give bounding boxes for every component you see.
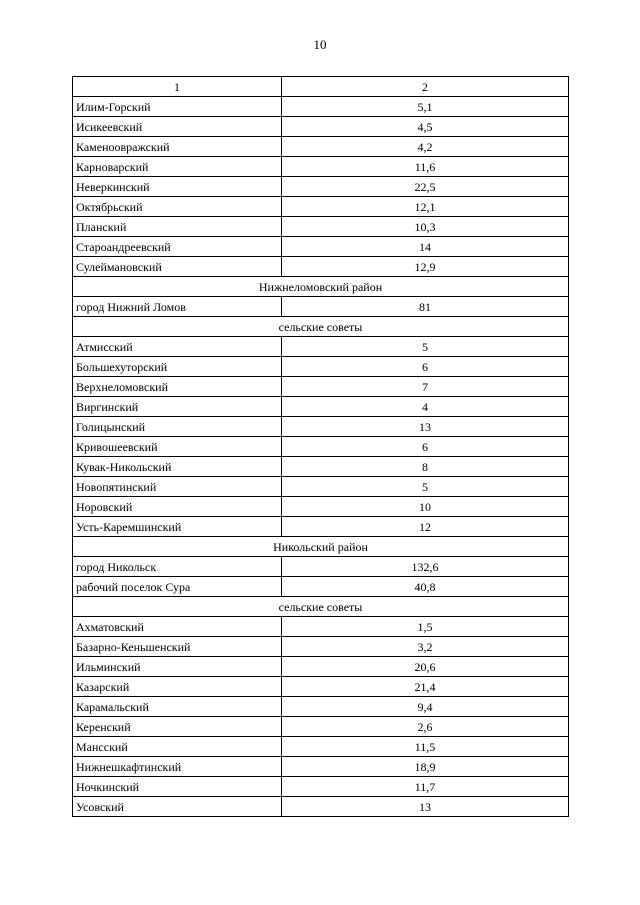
table-row — [73, 737, 569, 757]
settlement-value: 12,1 — [282, 197, 569, 217]
table-row — [73, 237, 569, 257]
settlement-name: Исикеевский — [73, 117, 282, 137]
settlement-name: Нижнешкафтинский — [73, 757, 282, 777]
settlement-value: 4,2 — [282, 137, 569, 157]
settlement-name: Казарский — [73, 677, 282, 697]
settlement-name: Неверкинский — [73, 177, 282, 197]
settlement-value: 9,4 — [282, 697, 569, 717]
section-title: Нижнеломовский район — [73, 277, 569, 297]
settlement-value: 5 — [282, 477, 569, 497]
settlement-value: 5 — [282, 337, 569, 357]
table-row — [73, 157, 569, 177]
settlement-value: 4 — [282, 397, 569, 417]
table-row — [73, 177, 569, 197]
settlement-value: 3,2 — [282, 637, 569, 657]
section-row — [73, 597, 569, 617]
table-row — [73, 557, 569, 577]
column-header-1: 1 — [73, 77, 282, 97]
table-row — [73, 717, 569, 737]
table-row — [73, 357, 569, 377]
settlement-name: Усть-Каремшинский — [73, 517, 282, 537]
settlement-name: Кувак-Никольский — [73, 457, 282, 477]
settlement-name: Ахматовский — [73, 617, 282, 637]
settlement-value: 20,6 — [282, 657, 569, 677]
settlement-value: 6 — [282, 437, 569, 457]
table-row — [73, 257, 569, 277]
settlement-value: 10 — [282, 497, 569, 517]
settlement-name: Ильминский — [73, 657, 282, 677]
table-row — [73, 577, 569, 597]
section-title: Никольский район — [73, 537, 569, 557]
settlement-value: 5,1 — [282, 97, 569, 117]
table-row — [73, 217, 569, 237]
table-row — [73, 137, 569, 157]
table-row — [73, 497, 569, 517]
page-number: 10 — [313, 37, 327, 52]
table-row — [73, 757, 569, 777]
table-row — [73, 797, 569, 817]
settlement-name: Усовский — [73, 797, 282, 817]
column-header-2: 2 — [282, 77, 569, 97]
table-row — [73, 117, 569, 137]
settlement-value: 12 — [282, 517, 569, 537]
table-row — [73, 297, 569, 317]
data-table — [72, 76, 569, 817]
settlement-value: 21,4 — [282, 677, 569, 697]
settlement-value: 11,5 — [282, 737, 569, 757]
table-header-row — [73, 77, 569, 97]
table-row — [73, 777, 569, 797]
settlement-name: Илим-Горский — [73, 97, 282, 117]
settlement-value: 2,6 — [282, 717, 569, 737]
table-row — [73, 397, 569, 417]
settlement-value: 13 — [282, 797, 569, 817]
settlement-value: 13 — [282, 417, 569, 437]
table-row — [73, 97, 569, 117]
table-row — [73, 337, 569, 357]
settlement-value: 1,5 — [282, 617, 569, 637]
table-row — [73, 477, 569, 497]
settlement-name: город Нижний Ломов — [73, 297, 282, 317]
settlement-name: Сулеймановский — [73, 257, 282, 277]
settlement-value: 81 — [282, 297, 569, 317]
table-row — [73, 517, 569, 537]
settlement-name: Керенский — [73, 717, 282, 737]
settlement-name: Атмисский — [73, 337, 282, 357]
settlement-name: Карамальский — [73, 697, 282, 717]
settlement-value: 14 — [282, 237, 569, 257]
settlement-name: Большехуторский — [73, 357, 282, 377]
settlement-value: 40,8 — [282, 577, 569, 597]
table-row — [73, 377, 569, 397]
settlement-name: рабочий поселок Сура — [73, 577, 282, 597]
table-row — [73, 457, 569, 477]
table-row — [73, 437, 569, 457]
settlement-value: 11,7 — [282, 777, 569, 797]
section-title: сельские советы — [73, 317, 569, 337]
settlement-value: 6 — [282, 357, 569, 377]
settlement-name: Голицынский — [73, 417, 282, 437]
settlement-name: Виргинский — [73, 397, 282, 417]
settlement-value: 12,9 — [282, 257, 569, 277]
section-row — [73, 277, 569, 297]
settlement-name: Планский — [73, 217, 282, 237]
settlement-value: 22,5 — [282, 177, 569, 197]
section-row — [73, 537, 569, 557]
settlement-value: 11,6 — [282, 157, 569, 177]
table-row — [73, 697, 569, 717]
section-row — [73, 317, 569, 337]
settlement-value: 7 — [282, 377, 569, 397]
settlement-name: город Никольск — [73, 557, 282, 577]
settlement-name: Карноварский — [73, 157, 282, 177]
table-row — [73, 677, 569, 697]
settlement-name: Староандреевский — [73, 237, 282, 257]
settlement-name: Кривошеевский — [73, 437, 282, 457]
settlement-value: 132,6 — [282, 557, 569, 577]
settlement-name: Мансский — [73, 737, 282, 757]
settlement-name: Базарно-Кеньшенский — [73, 637, 282, 657]
settlement-name: Норовский — [73, 497, 282, 517]
settlement-value: 8 — [282, 457, 569, 477]
settlement-value: 4,5 — [282, 117, 569, 137]
settlement-name: Каменоовражский — [73, 137, 282, 157]
settlement-name: Верхнеломовский — [73, 377, 282, 397]
settlement-name: Ночкинский — [73, 777, 282, 797]
settlement-name: Новопятинский — [73, 477, 282, 497]
table-row — [73, 617, 569, 637]
settlement-value: 10,3 — [282, 217, 569, 237]
settlement-value: 18,9 — [282, 757, 569, 777]
settlement-name: Октябрьский — [73, 197, 282, 217]
table-body — [73, 77, 569, 817]
table-row — [73, 417, 569, 437]
table-row — [73, 197, 569, 217]
table-row — [73, 657, 569, 677]
section-title: сельские советы — [73, 597, 569, 617]
table-row — [73, 637, 569, 657]
